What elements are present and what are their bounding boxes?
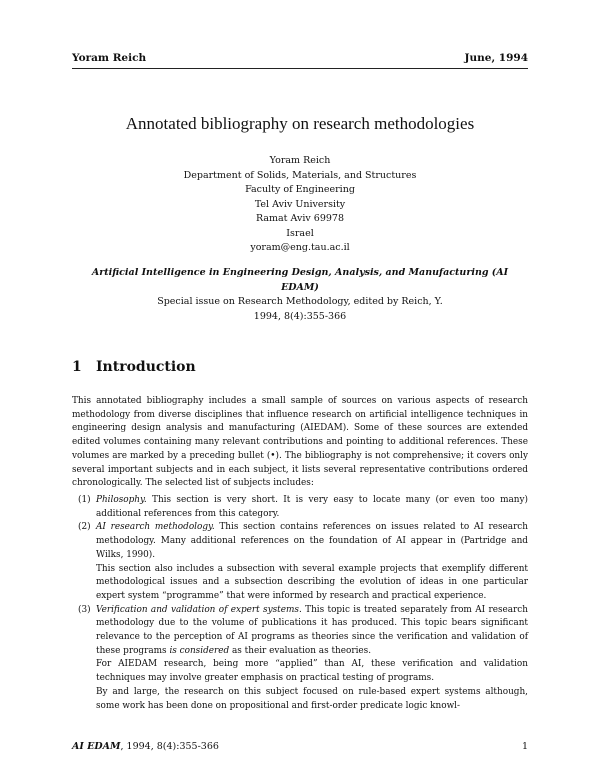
- paper-title: Annotated bibliography on research methodologies: [125, 114, 475, 133]
- list-item: [72, 604, 528, 714]
- subject-emphasis: is considered: [169, 645, 230, 656]
- subject-text-continued: This section also includes a subsection with several example projects that exemplify different methodological issues and a subsection describing the evolution of ideas in one particular expert system “programme” that were informed by research and practical experience.: [96, 563, 528, 601]
- subject-text: This section is very short. It is very easy to locate many (or even too many) additional references from this category.: [96, 495, 528, 519]
- section-heading: [72, 359, 528, 375]
- footer-citation: , 1994, 8(4):355-366: [120, 741, 219, 752]
- publication-block: [72, 266, 528, 324]
- subject-text: This topic is treated separately from AI research methodology due to the volume of publications it has produced. This topic bears significant relevance to the perception of AI programs as theories since the verification and validation of these programs: [96, 604, 528, 656]
- subject-topic: Verification and validation of expert systems.: [96, 604, 302, 615]
- header-date: June, 1994: [464, 52, 528, 64]
- section-number: 1: [72, 359, 82, 375]
- issue-note: Special issue on Research Methodology, edited by Reich, Y.: [157, 296, 443, 307]
- city: Ramat Aviv 69978: [255, 213, 345, 224]
- footer-journal: AI EDAM: [72, 741, 121, 752]
- subject-text-continued: For AIEDAM research, being more “applied” than AI, these verification and validation techniques may involve greater emphasis on practical testing of programs.: [96, 659, 528, 684]
- subject-text: This section contains references on issues related to AI research methodology. Many additional references on the foundation of AI appear in (Partridge and Wilks, 1990).: [96, 522, 528, 560]
- journal-name: Artificial Intelligence in Engineering Design, Analysis, and Manufacturing (AI EDAM): [91, 267, 509, 293]
- email: yoram@eng.tau.ac.il: [250, 242, 350, 253]
- intro-paragraph: This annotated bibliography includes a small sample of sources on various aspects of research methodology from diverse disciplines that influence research on artificial intelligence techniques in engineering design analysis and manufacturing (AIEDAM). Some of these sources are extended edited volumes containing many relevant contributions and pointing to additional references. These volumes are marked by a preceding bullet (•). The bibliography is not comprehensive; it covers only several important subjects and in each subject, it lists several representative contributions ordered chronologically. The selected list of subjects includes:: [72, 396, 528, 489]
- university: Tel Aviv University: [254, 198, 346, 210]
- header-author: Yoram Reich: [72, 52, 147, 64]
- subject-text-after: as their evaluation as theories.: [229, 645, 372, 656]
- subject-topic: Philosophy.: [96, 495, 147, 505]
- country: Israel: [286, 227, 314, 239]
- section-title: Introduction: [96, 359, 196, 375]
- page-number: 1: [521, 741, 528, 752]
- department: Department of Solids, Materials, and Structures: [183, 169, 417, 181]
- list-marker: (2): [78, 522, 91, 533]
- running-header: [72, 52, 528, 64]
- subject-topic: AI research methodology.: [96, 522, 215, 533]
- subject-list: [72, 494, 528, 713]
- affiliation-block: [72, 154, 528, 256]
- header-rule: [72, 68, 528, 69]
- list-item: [72, 521, 528, 603]
- citation: 1994, 8(4):355-366: [253, 310, 347, 322]
- page-footer: [72, 741, 528, 752]
- list-marker: (1): [78, 495, 91, 505]
- faculty: Faculty of Engineering: [245, 184, 355, 195]
- subject-text-continued: By and large, the research on this subject focused on rule-based expert systems although, some work has been done on propositional and first-order predicate logic knowl-: [96, 686, 528, 711]
- list-marker: (3): [78, 604, 91, 615]
- list-item: [72, 494, 528, 521]
- author-name: Yoram Reich: [269, 155, 331, 166]
